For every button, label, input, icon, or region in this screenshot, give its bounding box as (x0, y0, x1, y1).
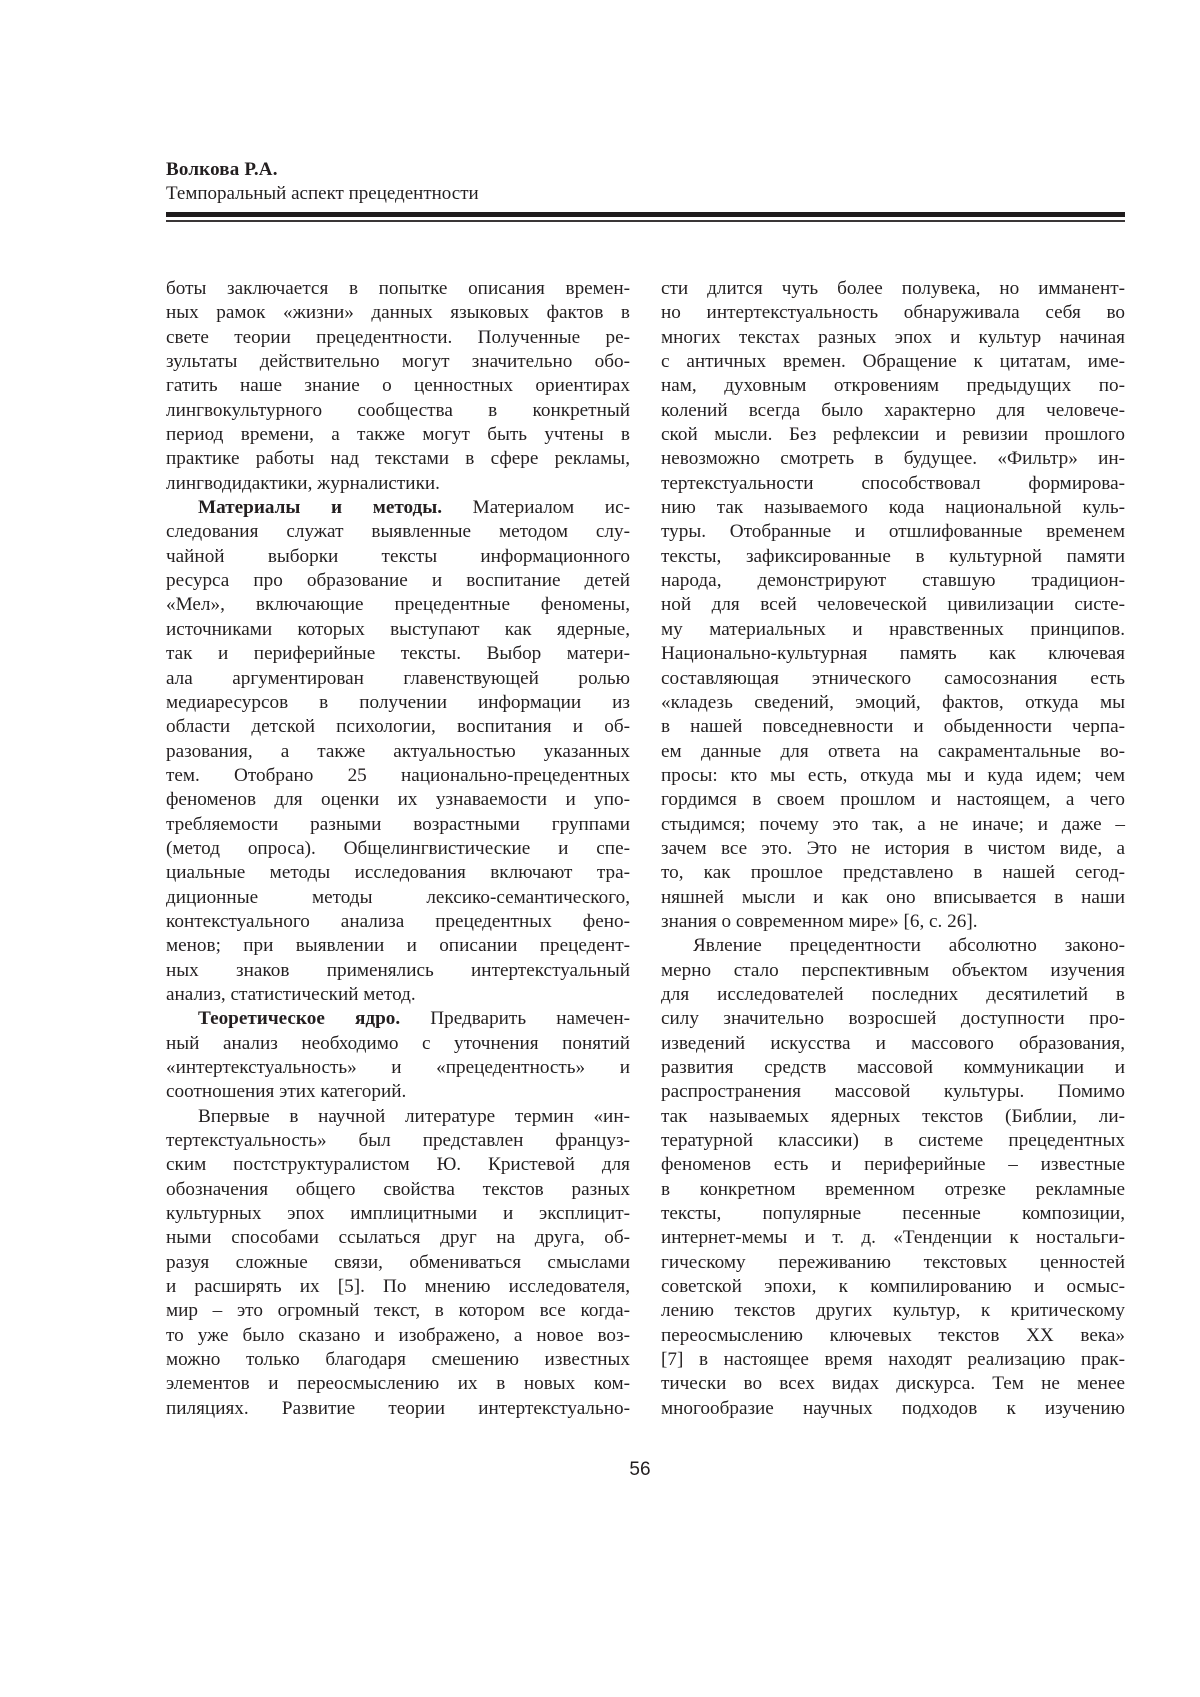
text-line (661, 910, 1125, 934)
text-line (661, 1129, 1125, 1153)
text-line (166, 326, 630, 350)
line-text: [7] в настоящее время находят реализацию прак- (661, 1349, 1125, 1371)
line-text: силу значительно возросшей доступности про- (661, 1008, 1125, 1030)
line-text: ской мысли. Без рефлексии и ревизии прошлого (661, 424, 1125, 446)
text-line (661, 788, 1125, 812)
text-line (661, 447, 1125, 471)
text-line (661, 1324, 1125, 1348)
line-text: диционные методы лексико-семантического, (166, 886, 630, 908)
line-text: составляющая этнического самосознания есть (661, 667, 1125, 689)
text-line (661, 667, 1125, 691)
line-text: соотношения этих категорий. (166, 1081, 407, 1103)
text-line (661, 691, 1125, 715)
running-title: Темпоральный аспект прецедентности (166, 183, 479, 204)
text-line (661, 813, 1125, 837)
text-line (661, 301, 1125, 325)
line-text: лению текстов других культур, к критическому (661, 1300, 1125, 1322)
text-line (661, 837, 1125, 861)
page-number: 56 (629, 1459, 651, 1480)
text-line (661, 642, 1125, 666)
text-line (661, 764, 1125, 788)
line-text: сти длится чуть более полувека, но имманент- (661, 278, 1125, 299)
line-text: пиляциях. Развитие теории интертекстуально- (166, 1397, 630, 1419)
text-line (166, 813, 630, 837)
left-column (166, 277, 630, 1421)
line-text: просы: кто мы есть, откуда мы и куда идем; чем (661, 764, 1125, 786)
text-line (166, 399, 630, 423)
header-rule-thin (166, 220, 1125, 222)
text-line (166, 1202, 630, 1226)
text-line (166, 1397, 630, 1421)
line-text: области детской психологии, воспитания и об- (166, 716, 630, 738)
line-text: тексты, популярные песенные композиции, (661, 1203, 1125, 1225)
line-text: контекстуального анализа прецедентных фено- (166, 910, 630, 932)
text-line (166, 447, 630, 471)
text-line (166, 1275, 630, 1299)
line-text: источниками которых выступают как ядерные, (166, 618, 630, 640)
text-line (166, 1080, 630, 1104)
line-text: развития средств массовой коммуникации и (661, 1057, 1125, 1078)
line-text: зачем все это. Это не история в чистом виде, а (661, 837, 1125, 859)
text-line (661, 959, 1125, 983)
section-heading: Материалы и методы. (198, 497, 443, 519)
text-line (166, 983, 630, 1007)
text-line (661, 618, 1125, 642)
line-text: народа, демонстрируют ставшую традицион- (661, 570, 1125, 592)
text-line (166, 1056, 630, 1080)
line-text: тически во всех видах дискурса. Тем не менее (661, 1373, 1125, 1395)
line-text: мерно стало перспективным объектом изучения (661, 959, 1125, 981)
line-text: феноменов для оценки их узнаваемости и упо- (166, 789, 630, 811)
text-line (661, 1202, 1125, 1226)
text-line (661, 1275, 1125, 1299)
text-line (661, 399, 1125, 423)
text-line (166, 1299, 630, 1323)
text-line (661, 496, 1125, 520)
line-text: Впервые в научной литературе термин «ин- (198, 1105, 630, 1127)
text-line (661, 1007, 1125, 1031)
text-line (661, 1348, 1125, 1372)
text-line (166, 642, 630, 666)
text-line (166, 959, 630, 983)
line-text: практике работы над текстами в сфере рекламы, (166, 448, 630, 470)
line-text: изведений искусства и массового образования, (661, 1032, 1125, 1054)
text-line (166, 934, 630, 958)
text-line (166, 1153, 630, 1177)
text-line (166, 1178, 630, 1202)
line-text: «Мел», включающие прецедентные феномены, (166, 594, 630, 616)
line-text: ных знаков применялись интертекстуальный (166, 959, 630, 981)
line-text: с античных времен. Обращение к цитатам, име- (661, 351, 1125, 373)
text-line (166, 1032, 630, 1056)
line-text: разуя сложные связи, обмениваться смыслами (166, 1251, 630, 1273)
text-line (166, 569, 630, 593)
line-text: так называемых ядерных текстов (Библии, ли- (661, 1105, 1125, 1127)
text-line (166, 1348, 630, 1372)
line-text: то, как прошлое представлено в нашей сегод- (661, 862, 1125, 884)
text-line (661, 934, 1125, 958)
text-line (166, 1226, 630, 1250)
line-text: то уже было сказано и изображено, а новое воз- (166, 1324, 630, 1346)
line-text: феноменов есть и периферийные – известные (661, 1154, 1125, 1176)
text-line (661, 472, 1125, 496)
section-heading: Теоретическое ядро. (198, 1008, 401, 1030)
line-text: циальные методы исследования включают тра- (166, 862, 630, 884)
line-text: Материалом ис- (442, 497, 630, 519)
text-line (661, 1299, 1125, 1323)
text-line (661, 1372, 1125, 1396)
line-text: Явление прецедентности абсолютно законо- (693, 935, 1125, 957)
text-line (661, 374, 1125, 398)
line-text: культурных эпох имплицитными и эксплицит- (166, 1203, 630, 1225)
text-line (166, 520, 630, 544)
line-text: тературной классики) в системе прецедентных (661, 1130, 1125, 1152)
header-rule-thick (166, 212, 1125, 217)
text-line (166, 618, 630, 642)
line-text: распространения массовой культуры. Помимо (661, 1081, 1125, 1103)
text-line (661, 1251, 1125, 1275)
line-text: знания о современном мире» [6, с. 26]. (661, 910, 978, 932)
line-text: ресурса про образование и воспитание детей (166, 570, 630, 592)
line-text: ный анализ необходимо с уточнения понятий (166, 1032, 630, 1054)
text-line (166, 861, 630, 885)
line-text: нию так называемого кода национальной куль- (661, 497, 1125, 519)
line-text: (метод опроса). Общелингвистические и спе- (166, 837, 630, 859)
line-text: в конкретном временном отрезке рекламные (661, 1178, 1125, 1200)
line-text: менов; при выявлении и описании прецедент- (166, 935, 630, 957)
line-text: так и периферийные тексты. Выбор матери- (166, 643, 630, 665)
line-text: тексты, зафиксированные в культурной памяти (661, 545, 1125, 567)
text-line (661, 569, 1125, 593)
line-text: для исследователей последних десятилетий в (661, 983, 1125, 1005)
line-text: лингводидактики, журналистики. (166, 472, 440, 494)
text-line (166, 1129, 630, 1153)
text-line (661, 326, 1125, 350)
text-line (166, 1007, 630, 1031)
line-text: обозначения общего свойства текстов разных (166, 1178, 630, 1200)
line-text: гическому переживанию текстовых ценностей (661, 1251, 1125, 1273)
text-line (166, 277, 630, 301)
text-line (166, 301, 630, 325)
line-text: лингвокультурного сообщества в конкретный (166, 399, 630, 421)
line-text: интернет-мемы и т. д. «Тенденции к ностальги- (661, 1227, 1125, 1249)
text-line (661, 593, 1125, 617)
text-line (166, 910, 630, 934)
text-line (661, 740, 1125, 764)
line-text: Национально-культурная память как ключевая (661, 643, 1125, 665)
text-line (166, 837, 630, 861)
line-text: анализ, статистический метод. (166, 983, 416, 1005)
text-line (166, 764, 630, 788)
line-text: боты заключается в попытке описания времен- (166, 278, 630, 299)
author-name: Волкова Р.А. (166, 159, 278, 180)
line-text: стыдимся; почему это так, а не иначе; и даже – (661, 813, 1125, 835)
line-text: ной для всей человеческой цивилизации систе- (661, 594, 1125, 616)
text-line (166, 350, 630, 374)
line-text: чайной выборки тексты информационного (166, 545, 630, 567)
line-text: колений всегда было характерно для человече- (661, 399, 1125, 421)
text-line (166, 1324, 630, 1348)
line-text: переосмыслению ключевых текстов XX века» (661, 1324, 1125, 1346)
text-line (166, 691, 630, 715)
line-text: нам, духовным откровениям предыдущих по- (661, 375, 1125, 397)
line-text: невозможно смотреть в будущее. «Фильтр» ин- (661, 448, 1125, 470)
text-line (661, 983, 1125, 1007)
line-text: туры. Отобранные и отшлифованные временем (661, 521, 1125, 543)
line-text: можно только благодаря смешению известных (166, 1349, 630, 1371)
line-text: медиаресурсов в получении информации из (166, 691, 630, 713)
line-text: многообразие научных подходов к изучению (661, 1397, 1125, 1419)
text-line (661, 545, 1125, 569)
text-line (166, 740, 630, 764)
line-text: тертекстуальность» был представлен француз- (166, 1130, 630, 1152)
line-text: и расширять их [5]. По мнению исследователя, (166, 1276, 630, 1298)
text-line (166, 1105, 630, 1129)
text-line (661, 861, 1125, 885)
text-line (661, 1226, 1125, 1250)
text-line (661, 520, 1125, 544)
line-text: в нашей повседневности и обыденности черпа- (661, 716, 1125, 738)
line-text: ским постструктуралистом Ю. Кристевой для (166, 1154, 630, 1176)
line-text: Предварить намечен- (400, 1008, 630, 1030)
text-line (166, 715, 630, 739)
line-text: советской эпохи, к компилированию и осмыс- (661, 1276, 1125, 1298)
line-text: требляемости разными возрастными группами (166, 813, 630, 835)
text-line (661, 423, 1125, 447)
text-line (166, 593, 630, 617)
line-text: тертекстуальности способствовал формирова- (661, 472, 1125, 494)
line-text: «интертекстуальность» и «прецедентность» и (166, 1057, 630, 1078)
text-line (661, 1105, 1125, 1129)
text-line (166, 1372, 630, 1396)
text-line (661, 1080, 1125, 1104)
line-text: няшней мысли и как оно вписывается в наши (661, 886, 1125, 908)
line-text: му материальных и нравственных принципов. (661, 618, 1125, 640)
text-line (166, 374, 630, 398)
text-line (661, 1056, 1125, 1080)
line-text: многих текстах разных эпох и культур начиная (661, 326, 1125, 348)
text-line (166, 667, 630, 691)
line-text: тем. Отобрано 25 национально-прецедентных (166, 764, 630, 786)
text-line (166, 472, 630, 496)
text-line (661, 715, 1125, 739)
line-text: гатить наше знание о ценностных ориентирах (166, 375, 630, 397)
text-line (661, 350, 1125, 374)
line-text: зультаты действительно могут значительно обо- (166, 351, 630, 373)
line-text: гордимся в своем прошлом и настоящем, а чего (661, 789, 1125, 811)
line-text: но интертекстуальность обнаруживала себя во (661, 302, 1125, 324)
line-text: свете теории прецедентности. Полученные ре- (166, 326, 630, 348)
line-text: следования служат выявленные методом слу- (166, 521, 630, 543)
line-text: ных рамок «жизни» данных языковых фактов в (166, 302, 630, 324)
text-line (661, 886, 1125, 910)
line-text: период времени, а также могут быть учтены в (166, 424, 630, 446)
line-text: мир – это огромный текст, в котором все когда- (166, 1300, 630, 1322)
line-text: ем данные для ответа на сакраментальные во- (661, 740, 1125, 762)
text-line (661, 1178, 1125, 1202)
text-line (661, 1153, 1125, 1177)
text-line (166, 886, 630, 910)
text-line (166, 545, 630, 569)
text-line (166, 496, 630, 520)
line-text: ными способами ссылаться друг на друга, об- (166, 1227, 630, 1249)
right-column (661, 277, 1125, 1421)
line-text: «кладезь сведений, эмоций, фактов, откуда мы (661, 691, 1125, 713)
line-text: ала аргументирован главенствующей ролью (166, 667, 630, 689)
text-line (661, 277, 1125, 301)
text-line (166, 423, 630, 447)
page-header (166, 158, 1126, 206)
line-text: разования, а также актуальностью указанных (166, 740, 630, 762)
text-line (661, 1397, 1125, 1421)
text-line (661, 1032, 1125, 1056)
text-line (166, 1251, 630, 1275)
text-line (166, 788, 630, 812)
line-text: элементов и переосмыслению их в новых ком- (166, 1373, 630, 1395)
